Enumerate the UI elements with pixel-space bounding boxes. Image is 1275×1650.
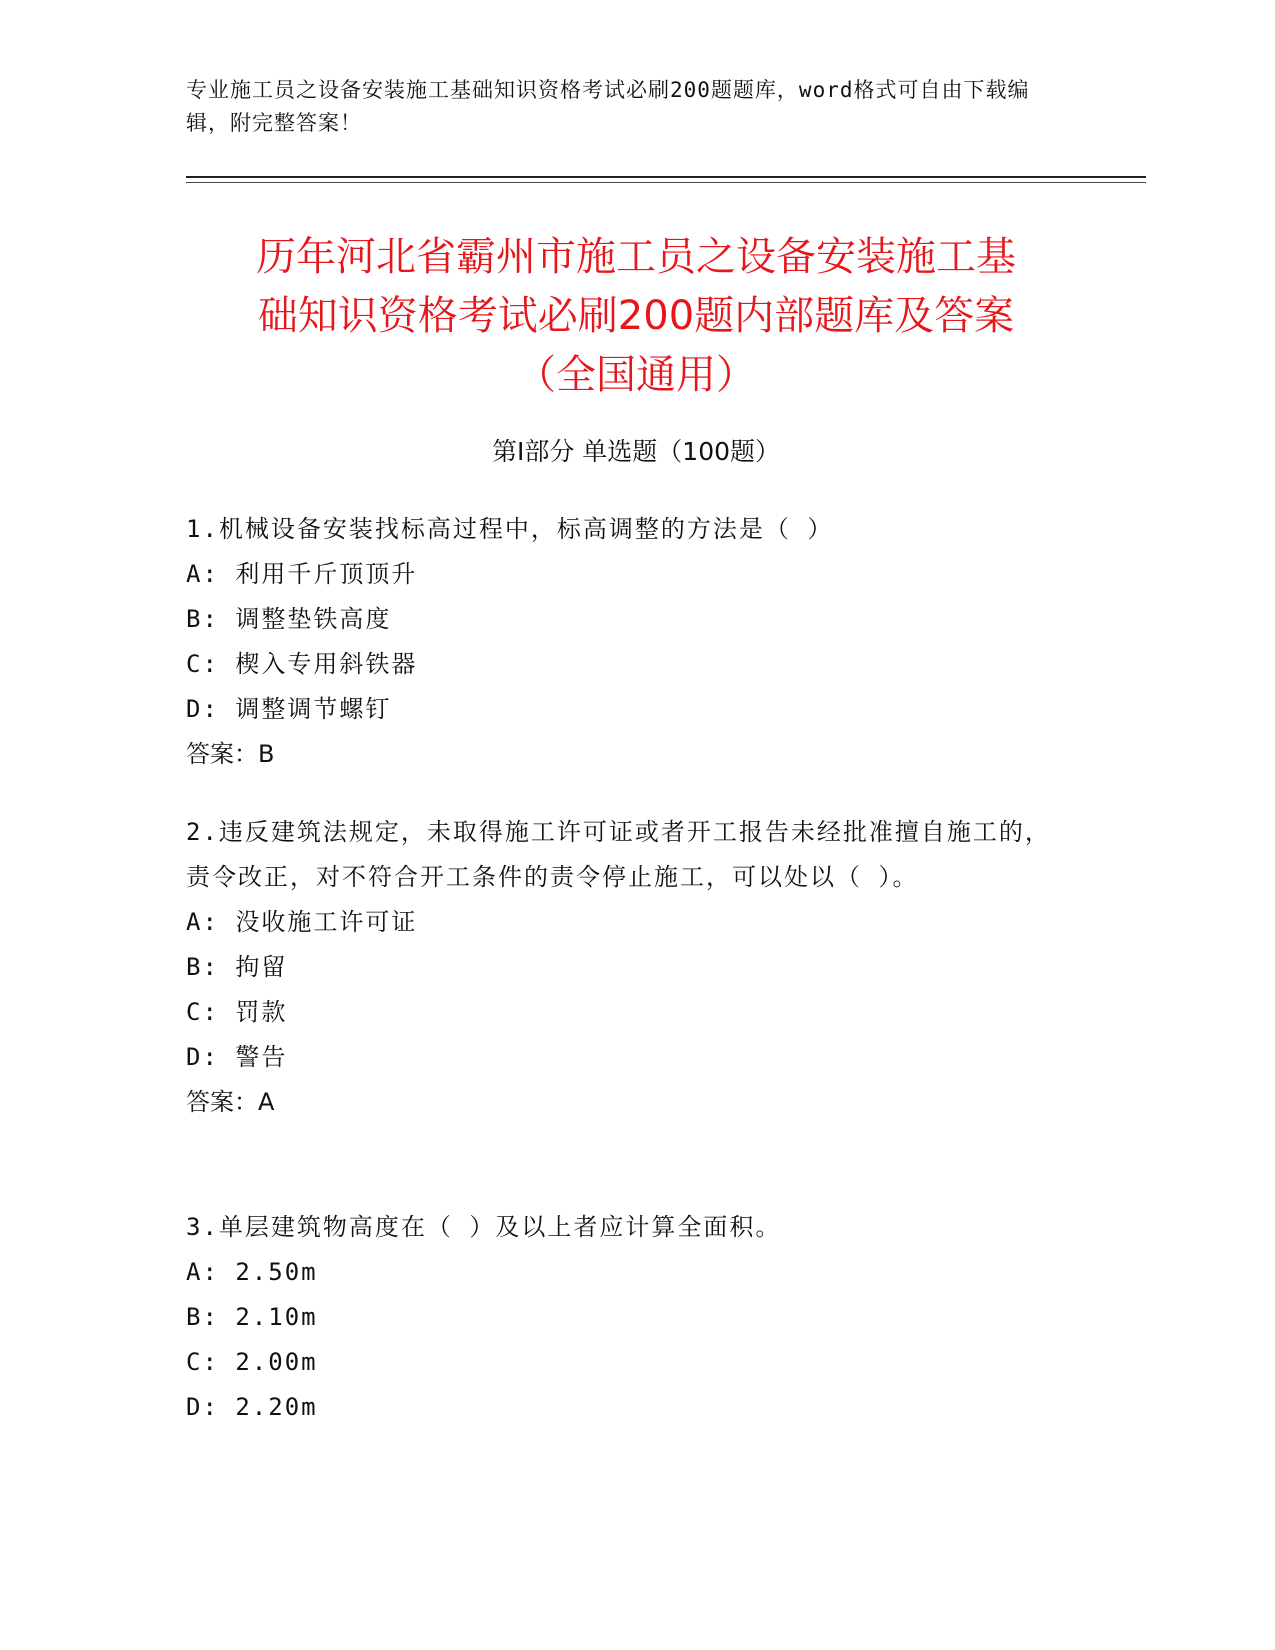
header-rule-thick (186, 176, 1146, 178)
option-c: C: 楔入专用斜铁器 (186, 650, 418, 678)
answer: 答案：A (186, 1088, 275, 1116)
option-c: C: 罚款 (186, 998, 288, 1026)
option-b: B: 拘留 (186, 953, 288, 981)
title-line-3: （全国通用） (516, 352, 756, 398)
question-stem: 2.违反建筑法规定，未取得施工许可证或者开工报告未经批准擅自施工的，责令改正，对不符合开工条件的责令停止施工，可以处以（ ）。 (186, 818, 1051, 891)
option-b: B: 2.10m (186, 1303, 318, 1331)
question-stem: 1.机械设备安装找标高过程中，标高调整的方法是（ ） (186, 515, 834, 543)
title-line-2: 础知识资格考试必刷200题内部题库及答案 (257, 293, 1015, 339)
question-1 (186, 507, 1066, 777)
option-b: B: 调整垫铁高度 (186, 605, 392, 633)
option-c: C: 2.00m (186, 1348, 318, 1376)
header-rule-thin (186, 182, 1146, 183)
header-note: 专业施工员之设备安装施工基础知识资格考试必刷200题题库，word格式可自由下载编辑，附完整答案！ (186, 78, 1030, 135)
option-d: D: 2.20m (186, 1393, 318, 1421)
option-d: D: 警告 (186, 1043, 288, 1071)
option-a: A: 利用千斤顶顶升 (186, 560, 418, 588)
answer: 答案：B (186, 740, 275, 768)
option-d: D: 调整调节螺钉 (186, 695, 392, 723)
question-stem: 3.单层建筑物高度在（ ）及以上者应计算全面积。 (186, 1213, 782, 1241)
option-a: A: 2.50m (186, 1258, 318, 1286)
question-2 (186, 810, 1066, 1125)
question-3 (186, 1205, 1066, 1430)
option-a: A: 没收施工许可证 (186, 908, 418, 936)
title-line-1: 历年河北省霸州市施工员之设备安装施工基 (256, 234, 1016, 280)
section-heading: 第Ⅰ部分 单选题（100题） (491, 437, 781, 466)
document-title (186, 228, 1086, 405)
